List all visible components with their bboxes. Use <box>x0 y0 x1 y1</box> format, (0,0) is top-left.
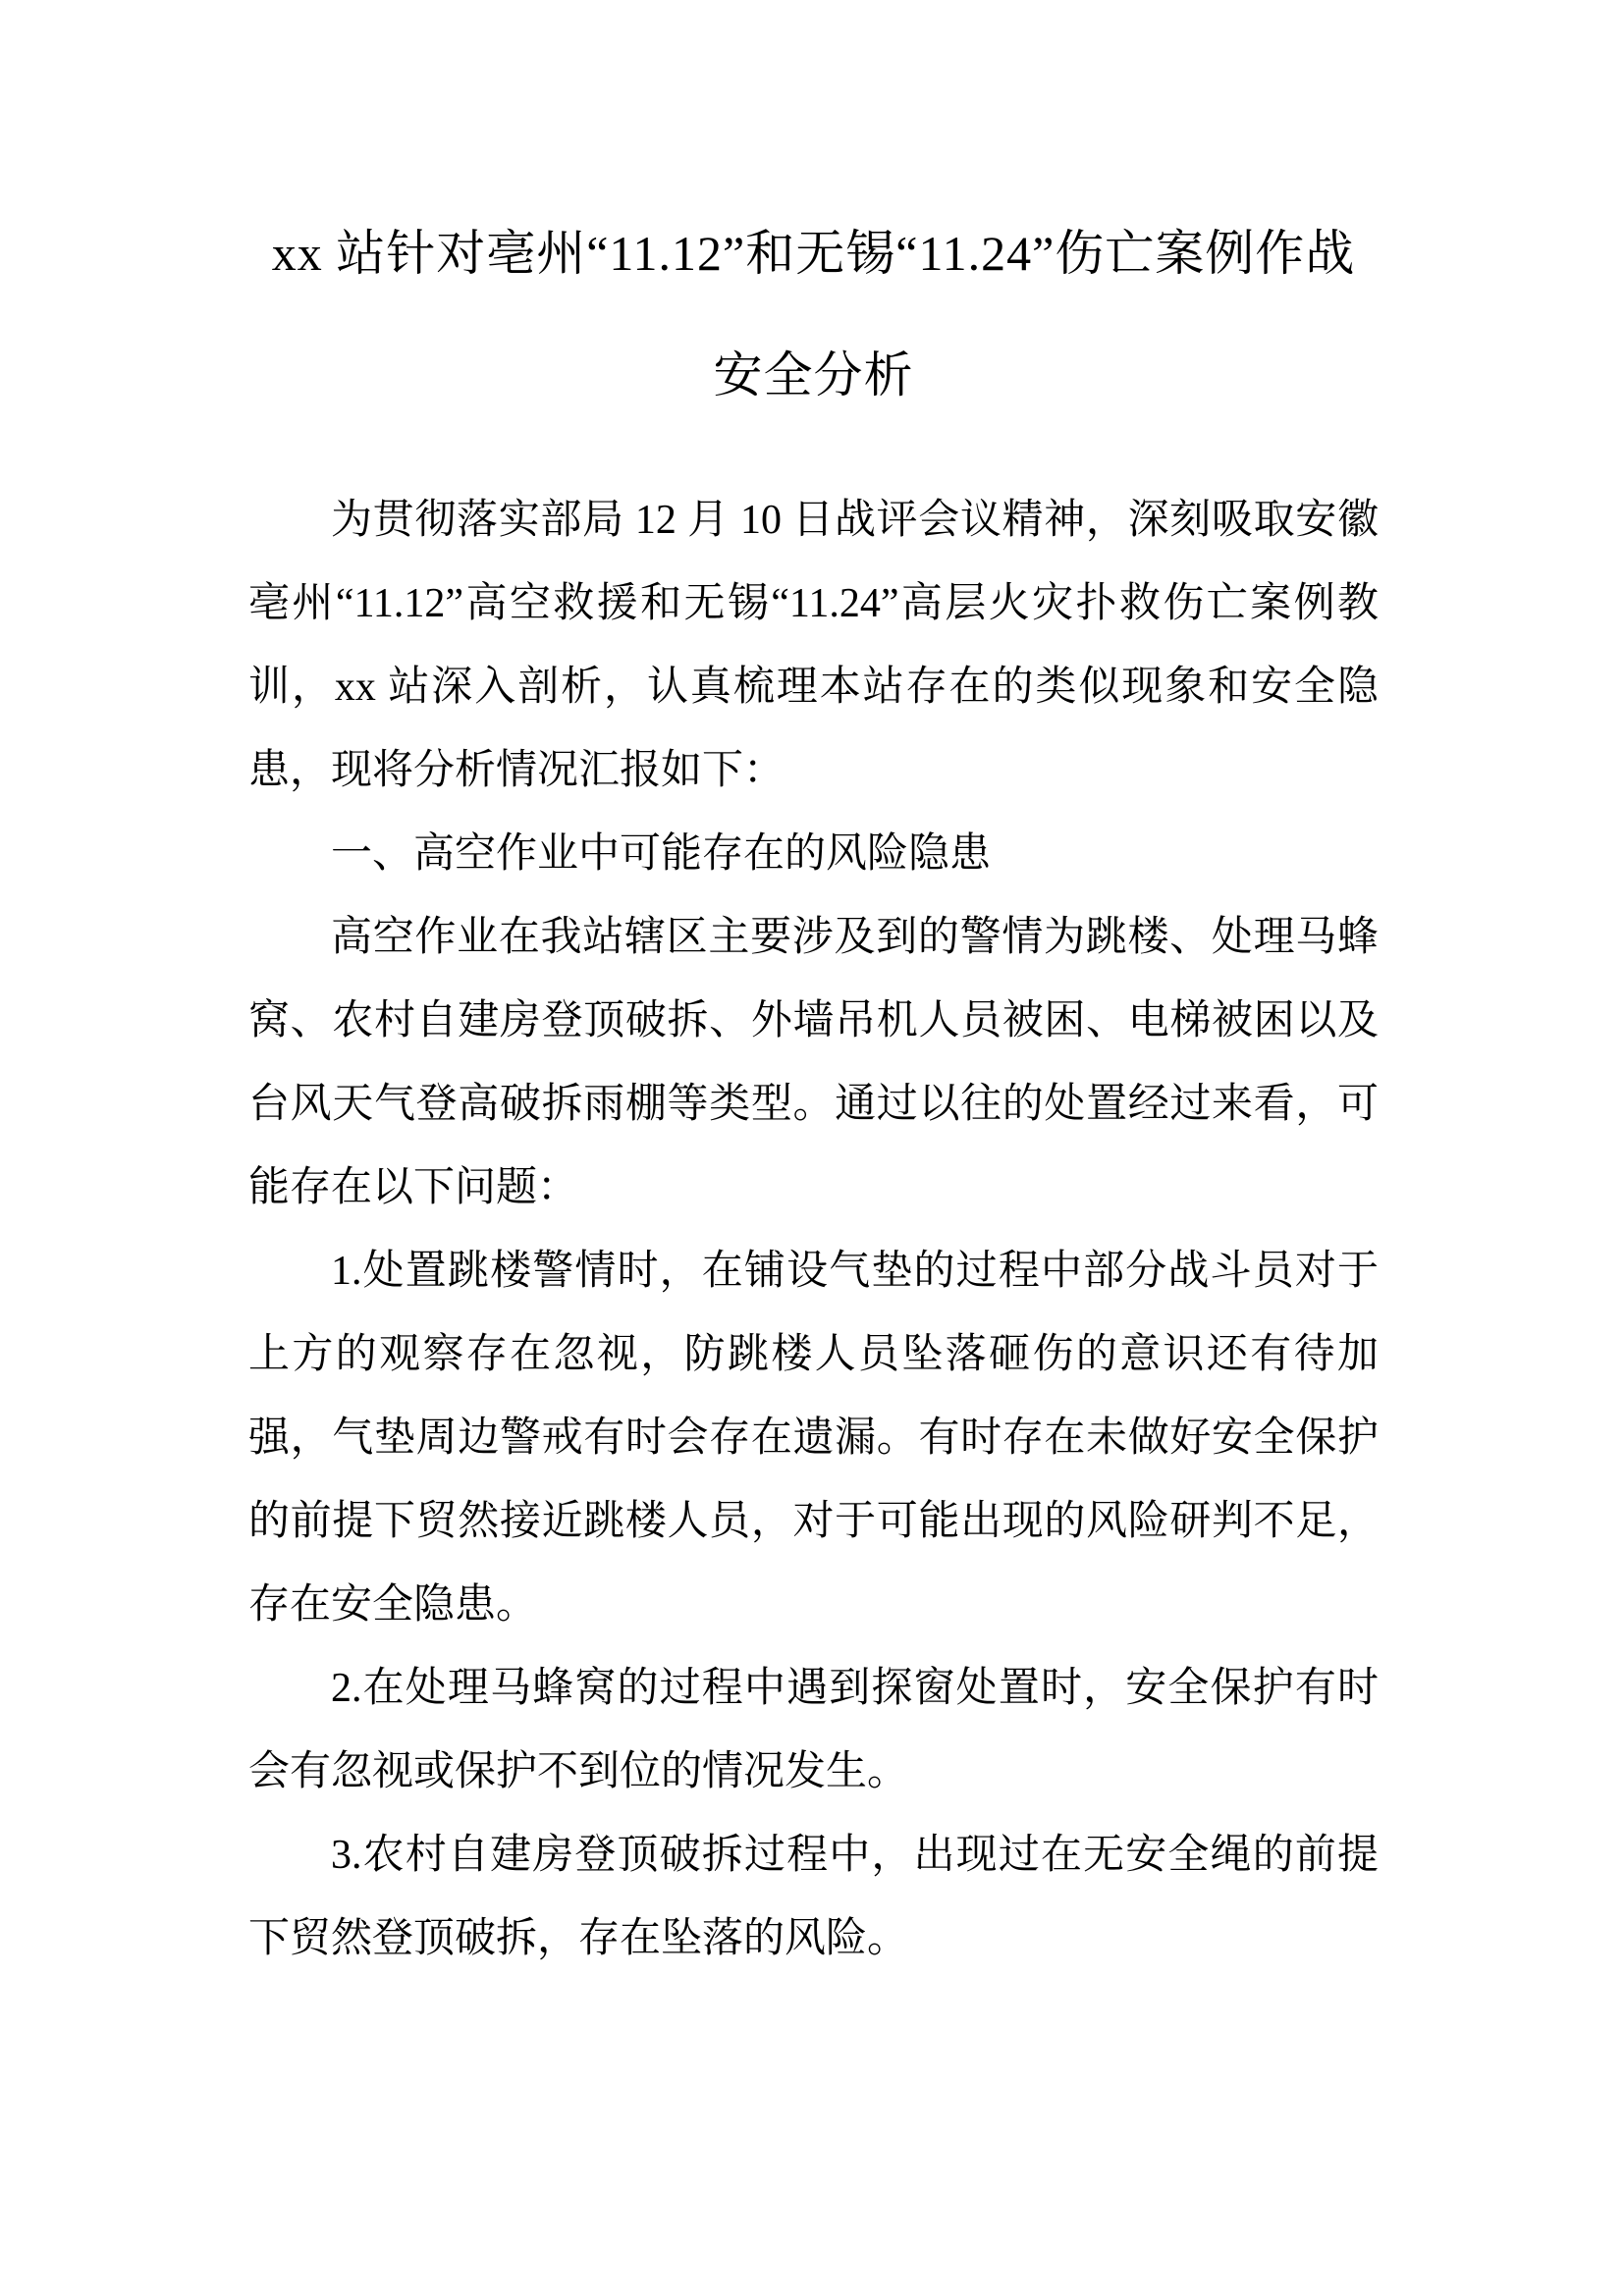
paragraph-item-2: 2.在处理马蜂窝的过程中遇到探窗处置时，安全保护有时会有忽视或保护不到位的情况发生。 <box>248 1666 1379 1794</box>
paragraph-intro: 为贯彻落实部局 12 月 10 日战评会议精神，深刻吸取安徽亳州“11.12”高空救援和无锡“11.24”高层火灾扑救伤亡案例教训，xx 站深入剖析，认真梳理本站存在的类似现象和安全隐患，现将分析情况汇报如下： <box>248 498 1379 793</box>
paragraph-item-3: 3.农村自建房登顶破拆过程中，出现过在无安全绳的前提下贸然登顶破拆，存在坠落的风险。 <box>248 1833 1379 1961</box>
document-title-line-1: xx 站针对亳州“11.12”和无锡“11.24”伤亡案例作战 <box>271 226 1356 281</box>
paragraph-overview: 高空作业在我站辖区主要涉及到的警情为跳楼、处理马蜂窝、农村自建房登顶破拆、外墙吊机人员被困、电梯被困以及台风天气登高破拆雨棚等类型。通过以往的处置经过来看，可能存在以下问题： <box>248 915 1379 1210</box>
section-heading: 一、高空作业中可能存在的风险隐患 <box>331 831 992 877</box>
document-body <box>248 479 1379 1981</box>
document-title <box>248 192 1379 436</box>
document-title-line-2: 安全分析 <box>713 347 914 402</box>
paragraph-item-1: 1.处置跳楼警情时，在铺设气垫的过程中部分战斗员对于上方的观察存在忽视，防跳楼人员坠落砸伤的意识还有待加强，气垫周边警戒有时会存在遗漏。有时存在未做好安全保护的前提下贸然接近跳楼人员，对于可能出现的风险研判不足，存在安全隐患。 <box>248 1249 1379 1628</box>
